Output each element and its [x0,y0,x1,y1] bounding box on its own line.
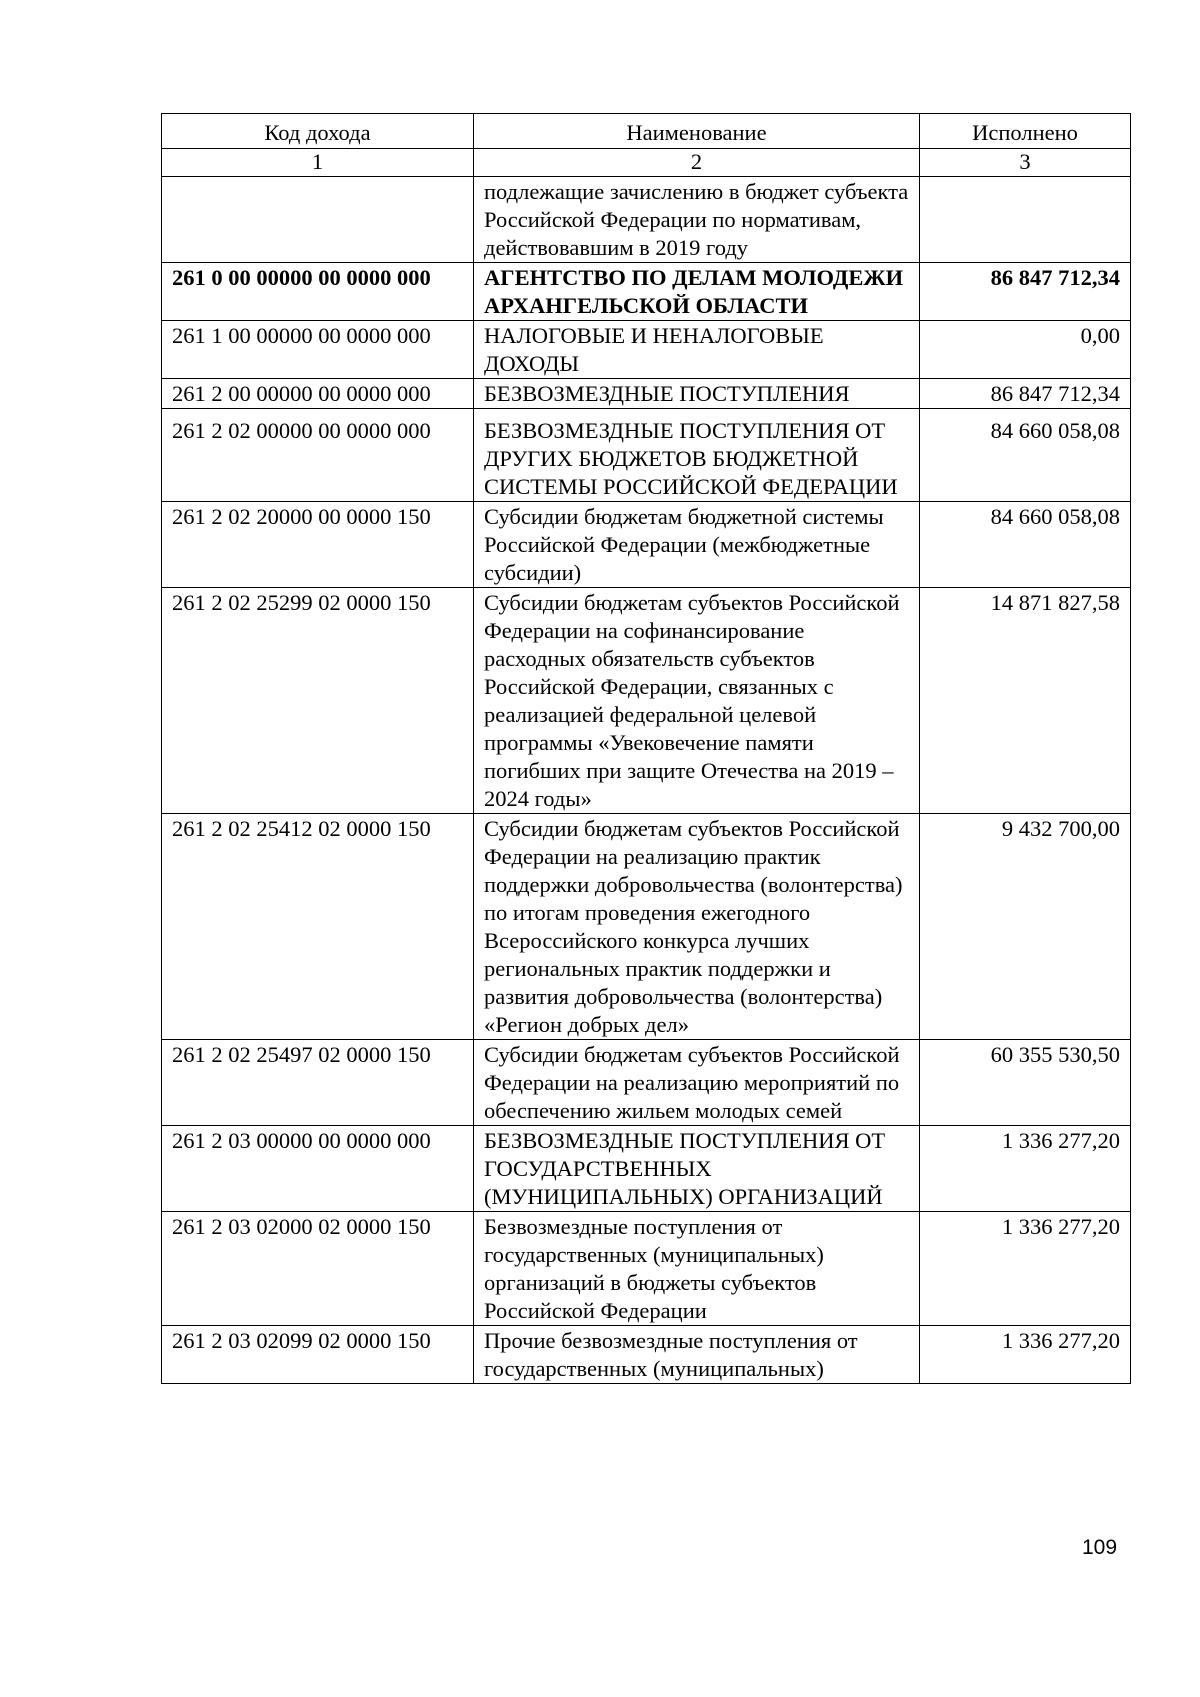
amount-cell: 1 336 277,20 [920,1212,1131,1326]
income-name-cell: Прочие безвозмездные поступления от государственных (муниципальных) [474,1326,920,1384]
income-code-cell: 261 1 00 00000 00 0000 000 [162,321,474,379]
income-code-cell: 261 2 02 25412 02 0000 150 [162,814,474,1040]
income-name-cell: подлежащие зачислению в бюджет субъекта Российской Федерации по нормативам, действовавшим в 2019 году [474,177,920,263]
income-code-cell: 261 2 03 02000 02 0000 150 [162,1212,474,1326]
table-row [162,177,1131,263]
income-code-cell: 261 2 03 02099 02 0000 150 [162,1326,474,1384]
table-row [162,263,1131,321]
table-row [162,321,1131,379]
column-number: 2 [474,149,920,177]
table-row [162,814,1131,1040]
header-name: Наименование [474,114,920,149]
table-row [162,1040,1131,1126]
table-row [162,1326,1131,1384]
income-code-cell [162,177,474,263]
amount-cell: 86 847 712,34 [920,263,1131,321]
header-income-code: Код дохода [162,114,474,149]
amount-cell [920,177,1131,263]
amount-cell: 1 336 277,20 [920,1126,1131,1212]
column-number: 1 [162,149,474,177]
table-row [162,502,1131,588]
income-code-cell: 261 2 02 20000 00 0000 150 [162,502,474,588]
amount-cell: 60 355 530,50 [920,1040,1131,1126]
income-name-cell: Субсидии бюджетам субъектов Российской Федерации на софинансирование расходных обязательств субъектов Российской Федерации, связанных с реализацией федеральной целевой программы «Увековечение памяти погибших при защите Отечества на 2019 – 2024 годы» [474,588,920,814]
column-number-row [162,149,1131,177]
table-row [162,1126,1131,1212]
table-row [162,409,1131,502]
header-executed: Исполнено [920,114,1131,149]
income-code-cell: 261 2 03 00000 00 0000 000 [162,1126,474,1212]
income-name-cell: Субсидии бюджетам субъектов Российской Федерации на реализацию мероприятий по обеспечению жильем молодых семей [474,1040,920,1126]
column-number: 3 [920,149,1131,177]
amount-cell: 84 660 058,08 [920,409,1131,502]
table-row [162,379,1131,409]
income-code-cell: 261 2 02 25497 02 0000 150 [162,1040,474,1126]
income-name-cell: Субсидии бюджетам субъектов Российской Федерации на реализацию практик поддержки добровольчества (волонтерства) по итогам проведения ежегодного Всероссийского конкурса лучших региональных практик поддержки и развития добровольчества (волонтерства) «Регион добрых дел» [474,814,920,1040]
amount-cell: 84 660 058,08 [920,502,1131,588]
income-code-cell: 261 2 00 00000 00 0000 000 [162,379,474,409]
amount-cell: 9 432 700,00 [920,814,1131,1040]
amount-cell: 86 847 712,34 [920,379,1131,409]
income-name-cell: Безвозмездные поступления от государственных (муниципальных) организаций в бюджеты субъектов Российской Федерации [474,1212,920,1326]
income-name-cell: БЕЗВОЗМЕЗДНЫЕ ПОСТУПЛЕНИЯ ОТ ГОСУДАРСТВЕННЫХ (МУНИЦИПАЛЬНЫХ) ОРГАНИЗАЦИЙ [474,1126,920,1212]
income-code-cell: 261 2 02 00000 00 0000 000 [162,409,474,502]
table-header-row [162,114,1131,149]
page-number: 109 [1082,1536,1118,1559]
income-table [161,113,1131,1384]
income-code-cell: 261 2 02 25299 02 0000 150 [162,588,474,814]
amount-cell: 14 871 827,58 [920,588,1131,814]
income-name-cell: БЕЗВОЗМЕЗДНЫЕ ПОСТУПЛЕНИЯ ОТ ДРУГИХ БЮДЖЕТОВ БЮДЖЕТНОЙ СИСТЕМЫ РОССИЙСКОЙ ФЕДЕРАЦИИ [474,409,920,502]
income-code-cell: 261 0 00 00000 00 0000 000 [162,263,474,321]
income-name-cell: АГЕНТСТВО ПО ДЕЛАМ МОЛОДЕЖИ АРХАНГЕЛЬСКОЙ ОБЛАСТИ [474,263,920,321]
amount-cell: 0,00 [920,321,1131,379]
amount-cell: 1 336 277,20 [920,1326,1131,1384]
income-name-cell: Субсидии бюджетам бюджетной системы Российской Федерации (межбюджетные субсидии) [474,502,920,588]
income-name-cell: БЕЗВОЗМЕЗДНЫЕ ПОСТУПЛЕНИЯ [474,379,920,409]
table-row [162,588,1131,814]
table-row [162,1212,1131,1326]
income-name-cell: НАЛОГОВЫЕ И НЕНАЛОГОВЫЕ ДОХОДЫ [474,321,920,379]
